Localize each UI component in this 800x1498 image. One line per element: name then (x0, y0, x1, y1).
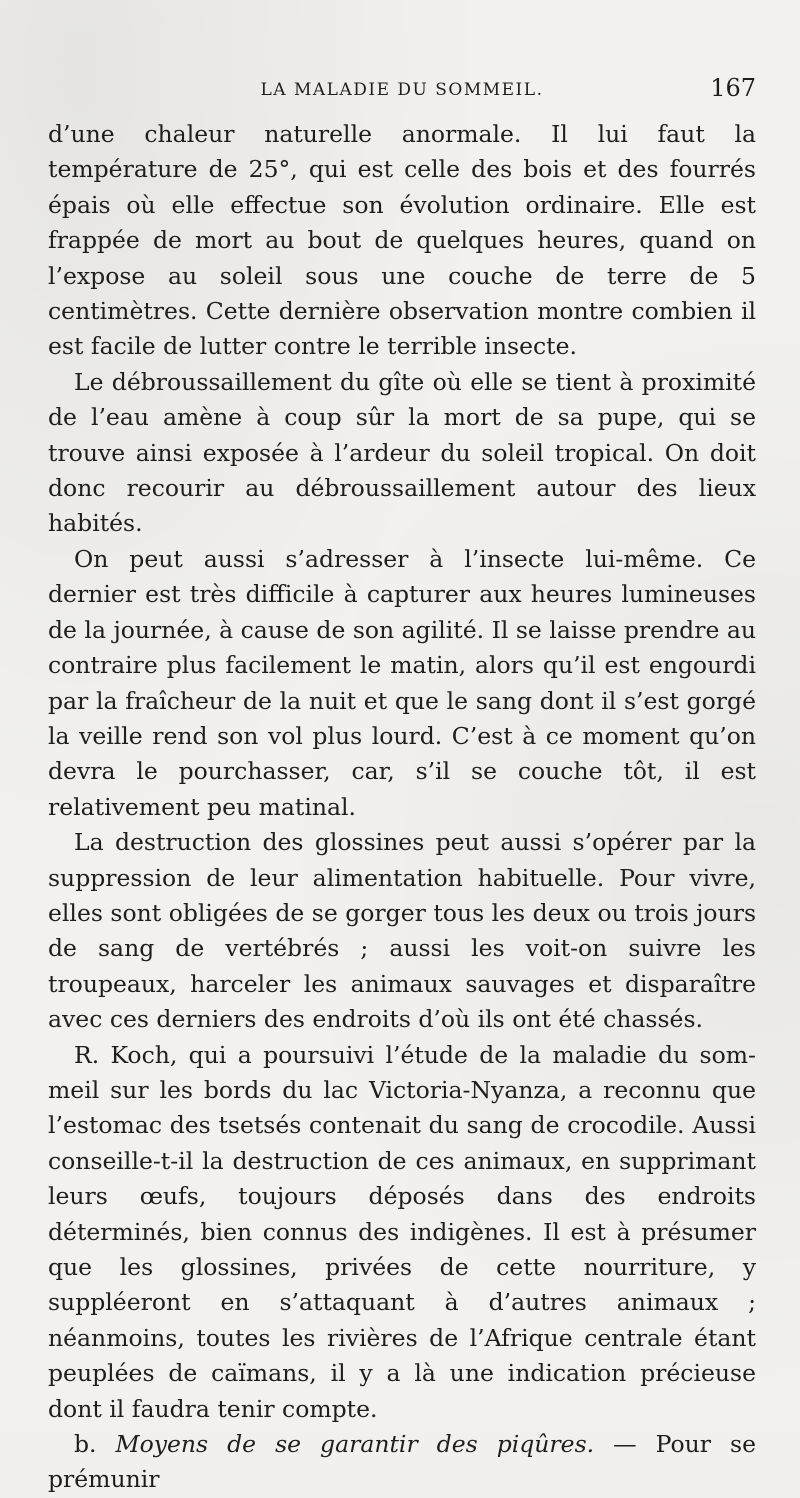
section-text: — Pour se prémunir (48, 1430, 756, 1494)
running-title: LA MALADIE DU SOMMEIL. (260, 80, 544, 100)
section-paragraph (48, 1427, 756, 1498)
section-heading: Moyens de se garantir des piqûres. (115, 1430, 595, 1459)
paragraph-continuation: d’une chaleur naturelle anormale. Il lui faut la température de 25°, qui est celle des bois et des fourrés épais où elle effectue son évolution ordinaire. Elle est frappée de mort au bout de quelques heures, quand on l’expose au soleil sous une couche de terre de 5 centimètres. Cette dernière observation montre combien il est facile de lutter contre le terrible insecte. (48, 120, 756, 361)
paragraph: R. Koch, qui a poursuivi l’étude de la maladie du sommeil sur les bords du lac Victoria-Nyanza, a reconnu que l’estomac des tsetsés contenait du sang de crocodile. Aussi conseille-t-il la destruction de ces animaux, en supprimant leurs œufs, toujours déposés dans des endroits déterminés, bien connus des indigènes. Il est à présumer que les glossines, privées de cette nourriture, y suppléeront en s’attaquant à d’autres animaux ; néanmoins, toutes les rivières de l’Afrique centrale étant peuplées de caïmans, il y a là une indication précieuse dont il faudra tenir compte. (48, 1040, 756, 1423)
section-label: b. (74, 1430, 97, 1459)
paragraph: Le débroussaillement du gîte où elle se tient à proximité de l’eau amène à coup sûr la mort de sa pupe, qui se trouve ainsi exposée à l’ardeur du soleil tropical. On doit donc recourir au débroussaillement autour des lieux habités. (48, 367, 756, 538)
paragraph: On peut aussi s’adresser à l’insecte lui-même. Ce dernier est très difficile à capturer aux heures lumineuses de la journée, à cause de son agilité. Il se laisse prendre au contraire plus facilement le matin, alors qu’il est engourdi par la fraîcheur de la nuit et que le sang dont il s’est gorgé la veille rend son vol plus lourd. C’est à ce moment qu’on devra le pourchasser, car, s’il se couche tôt, il est relativement peu matinal. (48, 544, 756, 821)
body-text (48, 117, 756, 1498)
paragraph: La destruction des glossines peut aussi s’opérer par la suppression de leur alimentation habituelle. Pour vivre, elles sont obligées de se gorger tous les deux ou trois jours de sang de vertébrés ; aussi les voit-on suivre les troupeaux, harceler les animaux sauvages et disparaître avec ces derniers des endroits d’où ils ont été chassés. (48, 828, 756, 1034)
running-head (48, 74, 756, 104)
page-number: 167 (710, 74, 756, 102)
